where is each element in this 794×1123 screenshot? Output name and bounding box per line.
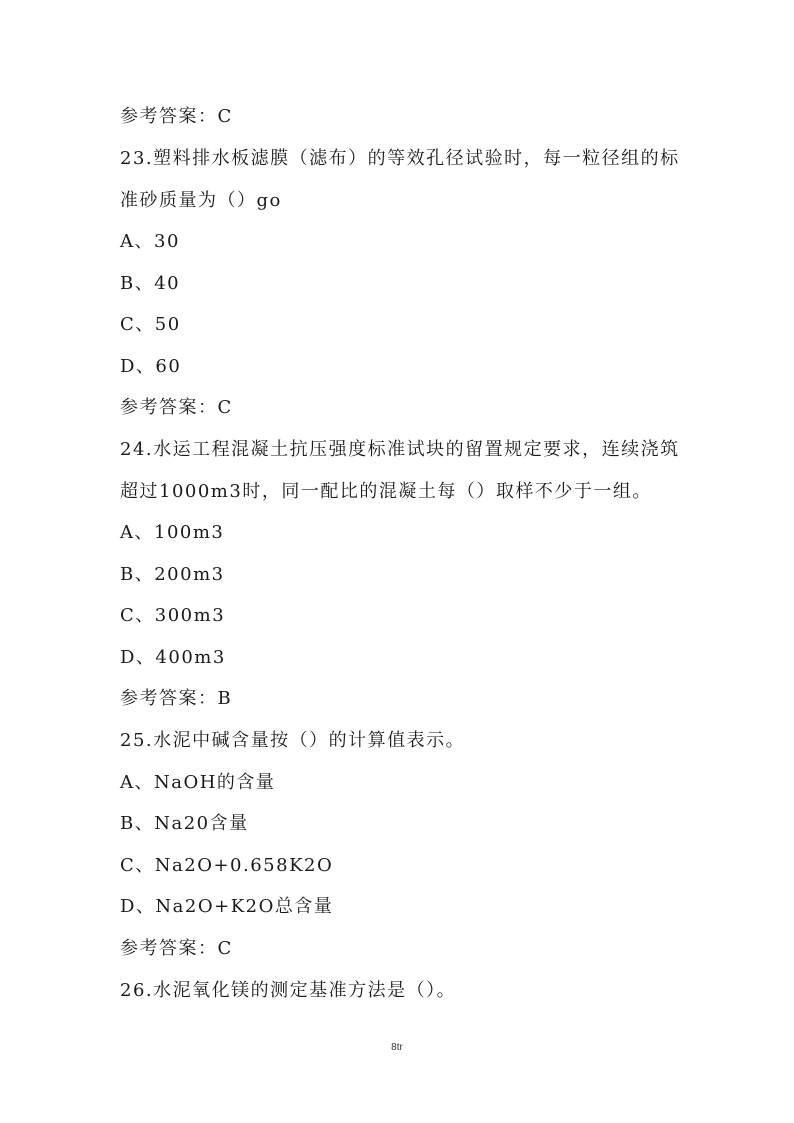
question-24-line-2: 超过1000m3时，同一配比的混凝土每（）取样不少于一组。: [120, 481, 652, 502]
option-a-23: A、30: [120, 231, 180, 252]
answer-line-25: 参考答案：C: [120, 938, 233, 959]
answer-line-23: 参考答案：C: [120, 397, 233, 418]
question-23-line-2: 准砂质量为（）go: [120, 190, 282, 211]
option-d-24: D、400m3: [120, 647, 226, 668]
question-25: 25.水泥中碱含量按（）的计算值表示。: [120, 730, 466, 751]
option-c-23: C、50: [120, 314, 181, 335]
question-23-line-1: 23.塑料排水板滤膜（滤布）的等效孔径试验时，每一粒径组的标: [120, 148, 680, 169]
question-24-line-1: 24.水运工程混凝土抗压强度标准试块的留置规定要求，连续浇筑: [120, 439, 680, 460]
option-d-25: D、Na2O+K2O总含量: [120, 896, 334, 917]
question-26: 26.水泥氧化镁的测定基准方法是（）。: [120, 980, 457, 1001]
option-d-23: D、60: [120, 356, 182, 377]
answer-line-24: 参考答案：B: [120, 688, 233, 709]
option-b-23: B、40: [120, 273, 181, 294]
option-c-24: C、300m3: [120, 605, 226, 626]
option-a-25: A、NaOH的含量: [120, 772, 276, 793]
answer-line-22: 参考答案：C: [120, 106, 233, 127]
option-b-24: B、200m3: [120, 564, 225, 585]
option-b-25: B、Na20含量: [120, 813, 249, 834]
page-number: 8tr: [391, 1042, 403, 1053]
option-a-24: A、100m3: [120, 522, 225, 543]
option-c-25: C、Na2O+0.658K2O: [120, 855, 334, 876]
